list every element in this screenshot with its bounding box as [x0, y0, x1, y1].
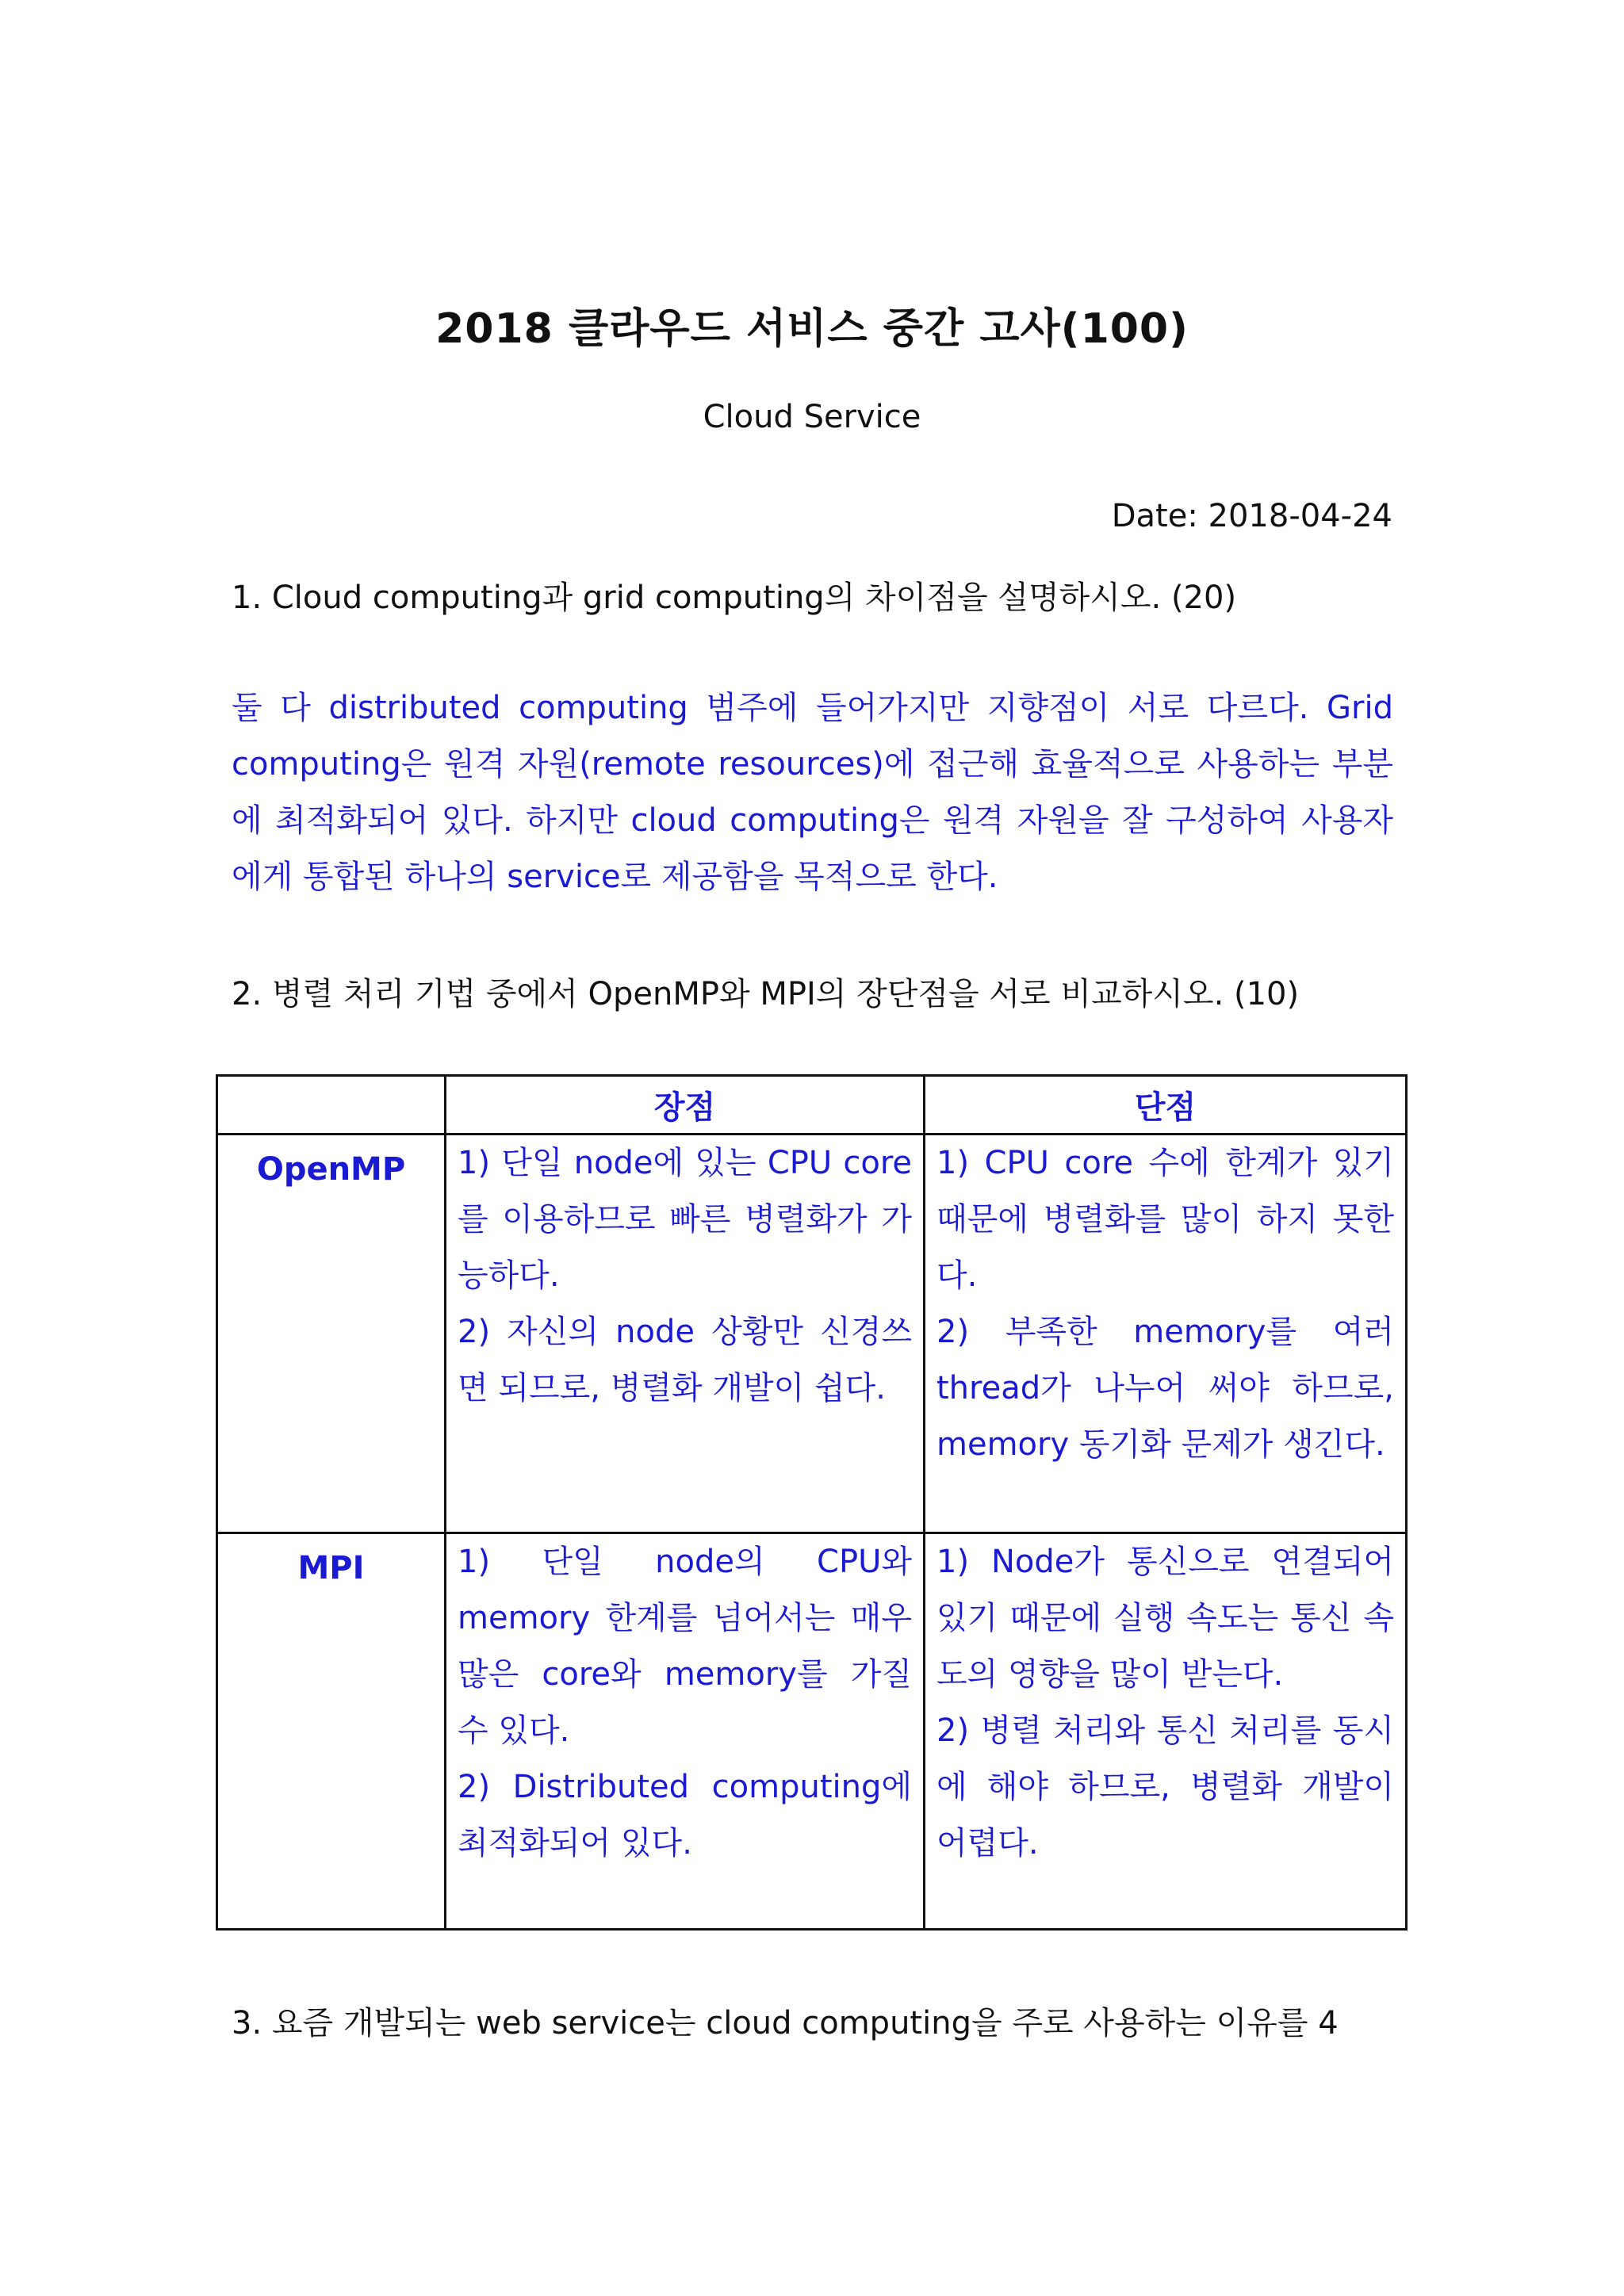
row-label-openmp: OpenMP — [217, 1135, 446, 1533]
table-header-pros: 장점 — [446, 1076, 925, 1135]
page-subtitle: Cloud Service — [703, 399, 921, 435]
table-header-row — [217, 1076, 1407, 1135]
row-label-mpi: MPI — [217, 1533, 446, 1930]
comparison-table — [216, 1074, 1408, 1931]
openmp-con-2: 2) 부족한 memory를 여러 thread가 나누어 써야 하므로, memory 동기화 문제가 생긴다. — [936, 1314, 1394, 1463]
table-header-cons: 단점 — [925, 1076, 1407, 1135]
openmp-cons-cell — [925, 1135, 1407, 1533]
openmp-con-1: 1) CPU core 수에 한계가 있기 때문에 병렬화를 많이 하지 못한다. — [936, 1145, 1394, 1294]
answer-1: 둘 다 distributed computing 범주에 들어가지만 지향점이 서로 다르다. Grid computing은 원격 자원(remote resources)에 접근해 효율적으로 사용하는 부분에 최적화되어 있다. 하지만 cloud computing은 원격 자원을 잘 구성하여 사용자에게 통합된 하나의 service로 제공함을 목적으로 한다. — [232, 690, 1393, 895]
table-row-mpi — [217, 1533, 1407, 1930]
mpi-cons-cell — [925, 1533, 1407, 1930]
table-row-openmp — [217, 1135, 1407, 1533]
question-1: 1. Cloud computing과 grid computing의 차이점을 설명하시오. (20) — [232, 580, 1237, 616]
mpi-con-2: 2) 병렬 처리와 통신 처리를 동시에 해야 하므로, 병렬화 개발이 어렵다. — [936, 1712, 1394, 1862]
openmp-pros-cell — [446, 1135, 925, 1533]
openmp-pro-1: 1) 단일 node에 있는 CPU core를 이용하므로 빠른 병렬화가 가능하다. — [458, 1145, 912, 1294]
mpi-con-1: 1) Node가 통신으로 연결되어 있기 때문에 실행 속도는 통신 속도의 영향을 많이 받는다. — [936, 1544, 1394, 1693]
exam-date: Date: 2018-04-24 — [1111, 498, 1392, 534]
mpi-pro-1: 1) 단일 node의 CPU와 memory 한계를 넘어서는 매우 많은 core와 memory를 가질 수 있다. — [458, 1544, 912, 1749]
question-3: 3. 요즘 개발되는 web service는 cloud computing을 주로 사용하는 이유를 4 — [232, 2005, 1339, 2042]
question-2: 2. 병렬 처리 기법 중에서 OpenMP와 MPI의 장단점을 서로 비교하시오. (10) — [232, 976, 1300, 1012]
table-header-empty — [217, 1076, 446, 1135]
openmp-pro-2: 2) 자신의 node 상황만 신경쓰면 되므로, 병렬화 개발이 쉽다. — [458, 1314, 912, 1406]
mpi-pros-cell — [446, 1533, 925, 1930]
page-title: 2018 클라우드 서비스 중간 고사(100) — [435, 305, 1189, 353]
mpi-pro-2: 2) Distributed computing에 최적화되어 있다. — [458, 1769, 912, 1862]
